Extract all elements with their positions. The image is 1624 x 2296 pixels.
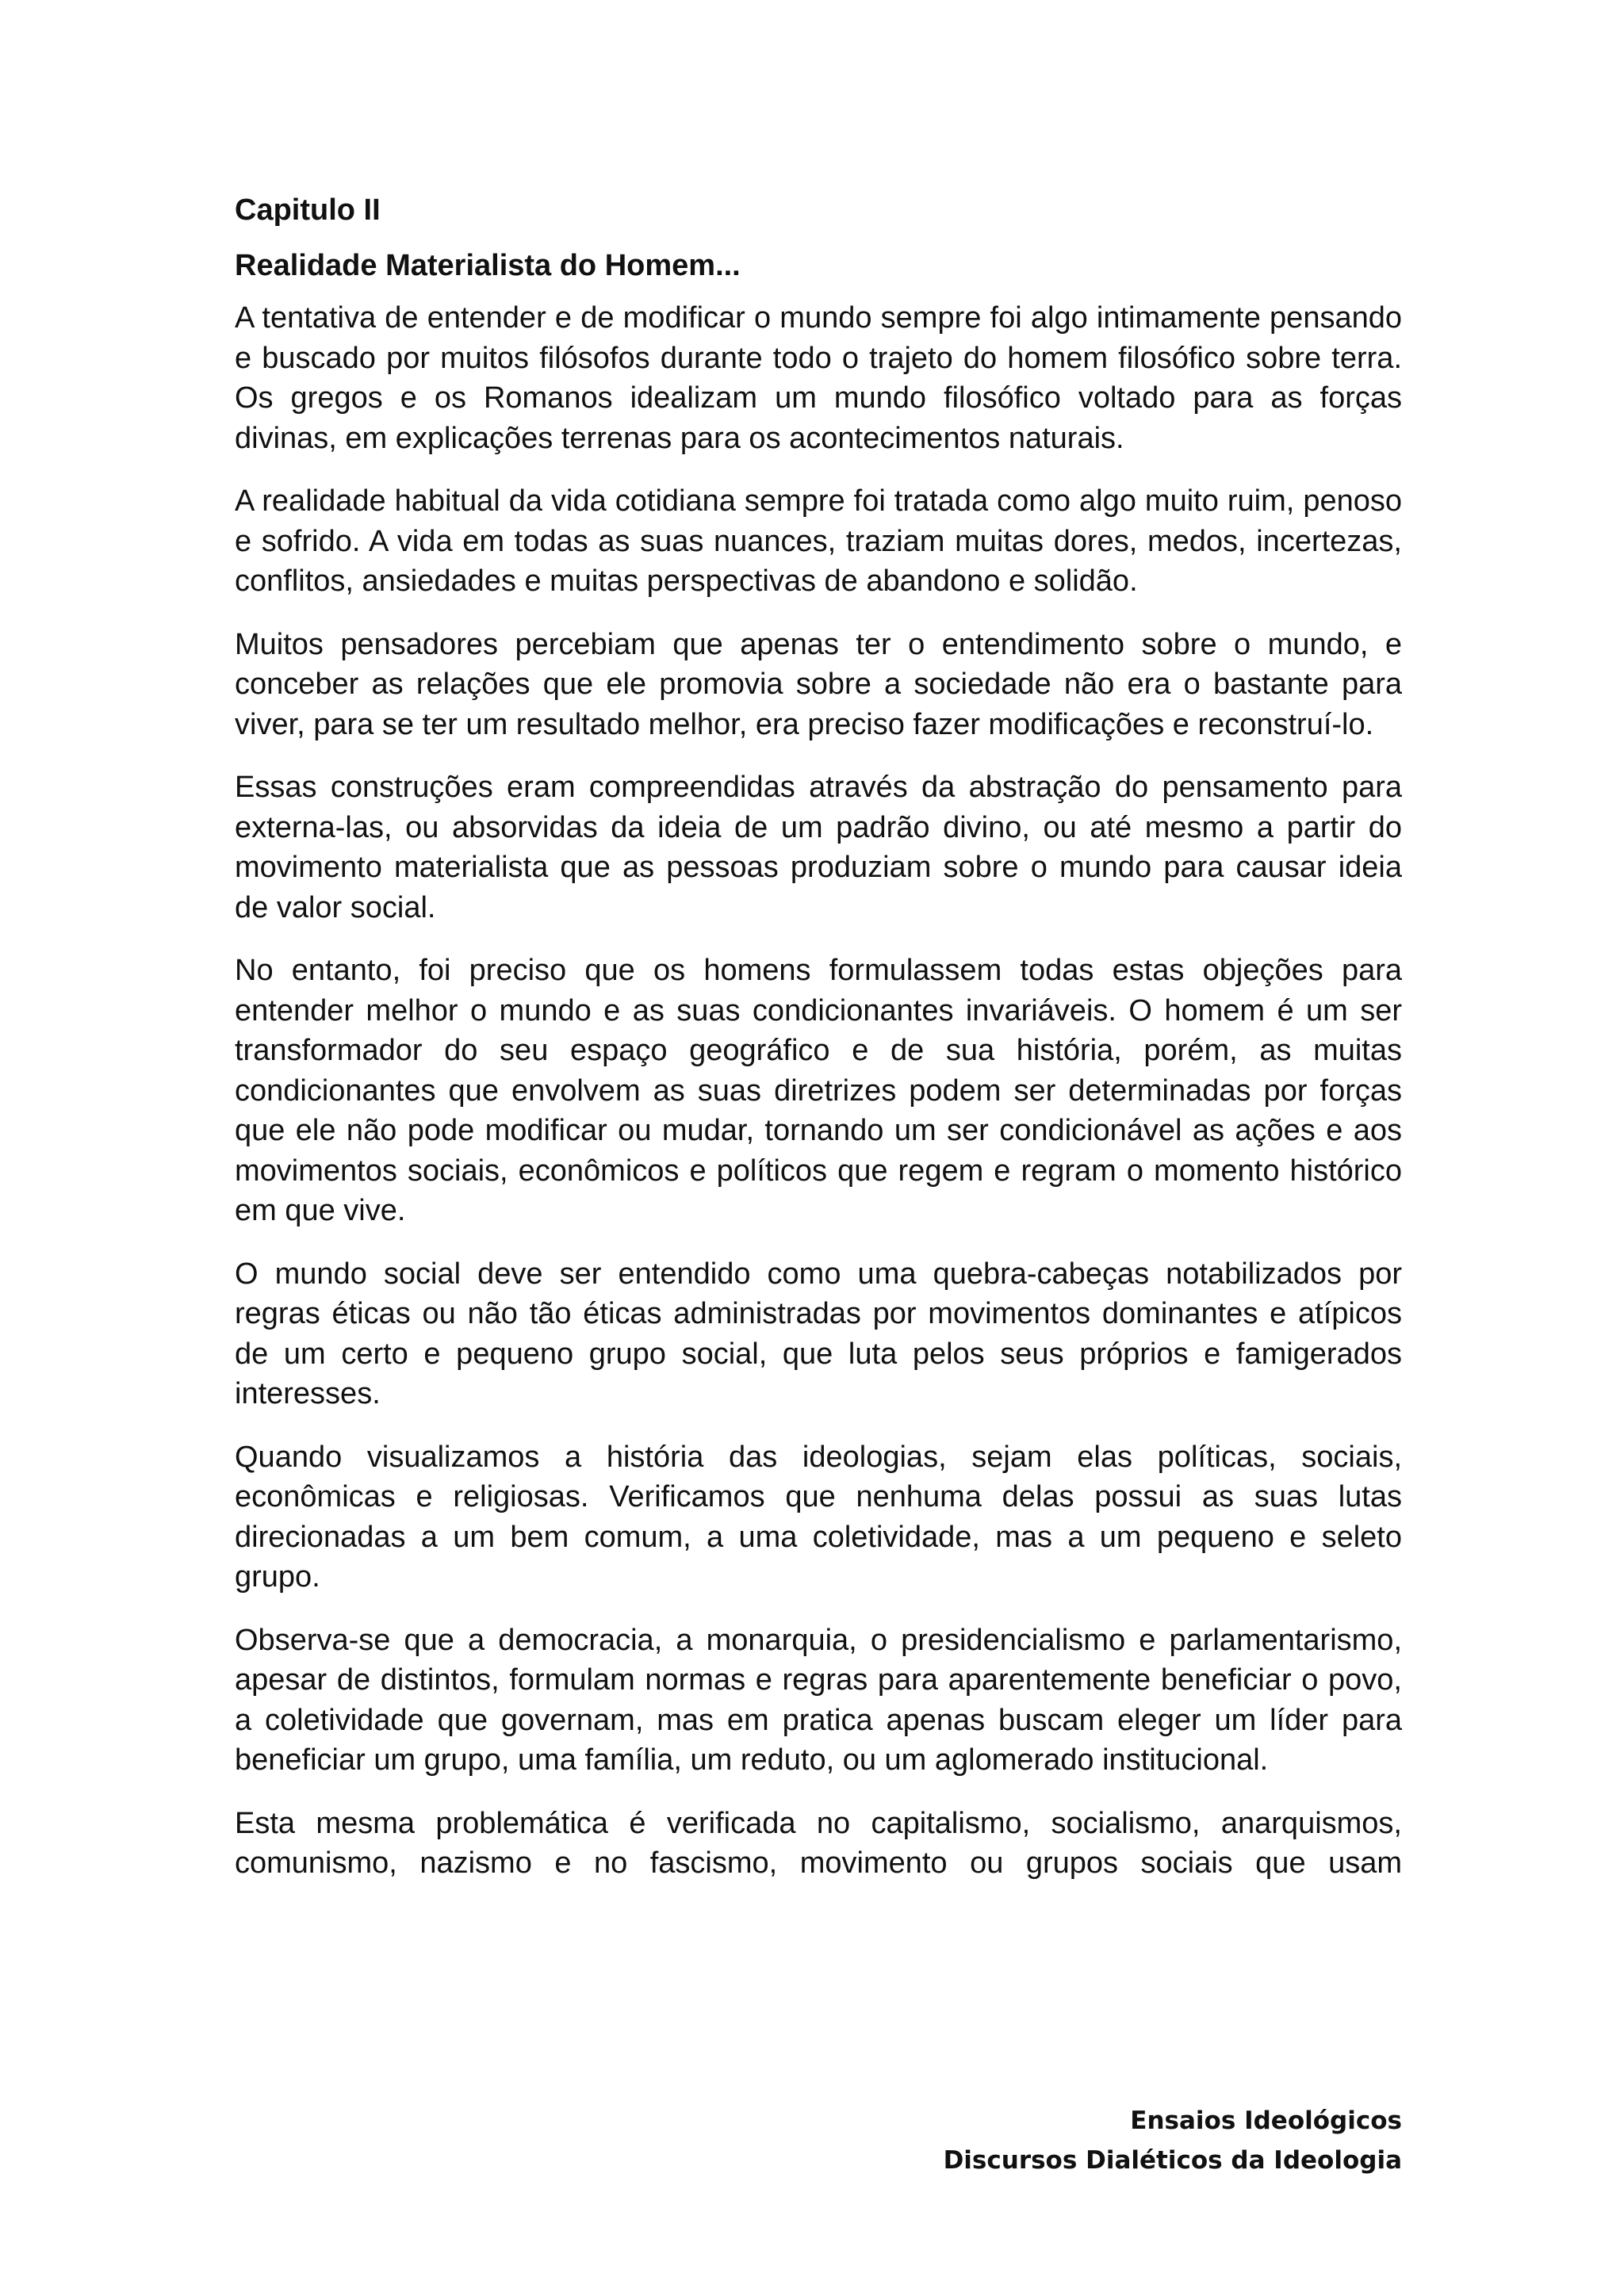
paragraph-1: A tentativa de entender e de modificar o mundo sempre foi algo intimamente pensando e buscado por muitos filósofos durante todo o trajeto do homem filosófico sobre terra. Os gregos e os Romanos idealizam um mundo filosófico voltado para as forças divinas, em explicações terrenas para os acontecimentos naturais. <box>235 301 1402 455</box>
chapter-title: Realidade Materialista do Homem... <box>235 249 741 282</box>
footer-book-title: Ensaios Ideológicos <box>1130 2107 1402 2135</box>
paragraph-5: No entanto, foi preciso que os homens formulassem todas estas objeções para entender melhor o mundo e as suas condicionantes invariáveis. O homem é um ser transformador do seu espaço geográfico e de sua história, porém, as muitas condicionantes que envolvem as suas diretrizes podem ser determinadas por forças que ele não pode modificar ou mudar, tornando um ser condicionável as ações e aos movimentos sociais, econômicos e políticos que regem e regram o momento histórico em que vive. <box>235 954 1402 1227</box>
paragraph-4: Essas construções eram compreendidas através da abstração do pensamento para externa-las, ou absorvidas da ideia de um padrão divino, ou até mesmo a partir do movimento materialista que as pessoas produziam sobre o mundo para causar ideia de valor social. <box>235 771 1402 924</box>
footer-book-subtitle: Discursos Dialéticos da Ideologia <box>943 2146 1402 2175</box>
chapter-label: Capitulo II <box>235 193 381 227</box>
paragraph-8: Observa-se que a democracia, a monarquia, o presidencialismo e parlamentarismo, apesar de distintos, formulam normas e regras para aparentemente beneficiar o povo, a coletividade que governam, mas em pratica apenas buscam eleger um líder para beneficiar um grupo, uma família, um reduto, ou um aglomerado institucional. <box>235 1623 1402 1777</box>
document-page <box>235 190 1402 1884</box>
paragraph-3: Muitos pensadores percebiam que apenas ter o entendimento sobre o mundo, e conceber as relações que ele promovia sobre a sociedade não era o bastante para viver, para se ter um resultado melhor, era preciso fazer modificações e reconstruí-lo. <box>235 627 1402 741</box>
page-footer <box>944 2101 1402 2180</box>
paragraph-2: A realidade habitual da vida cotidiana sempre foi tratada como algo muito ruim, penoso e sofrido. A vida em todas as suas nuances, traziam muitas dores, medos, incertezas, conflitos, ansiedades e muitas perspectivas de abandono e solidão. <box>235 484 1402 598</box>
paragraph-7: Quando visualizamos a história das ideologias, sejam elas políticas, sociais, econômicas e religiosas. Verificamos que nenhuma delas possui as suas lutas direcionadas a um bem comum, a uma coletividade, mas a um pequeno e seleto grupo. <box>235 1440 1402 1594</box>
paragraph-9: Esta mesma problemática é verificada no capitalismo, socialismo, anarquismos, comunismo, nazismo e no fascismo, movimento ou grupos sociais que usam <box>235 1806 1402 1880</box>
paragraph-6: O mundo social deve ser entendido como uma quebra-cabeças notabilizados por regras éticas ou não tão éticas administradas por movimentos dominantes e atípicos de um certo e pequeno grupo social, que luta pelos seus próprios e famigerados interesses. <box>235 1257 1402 1410</box>
